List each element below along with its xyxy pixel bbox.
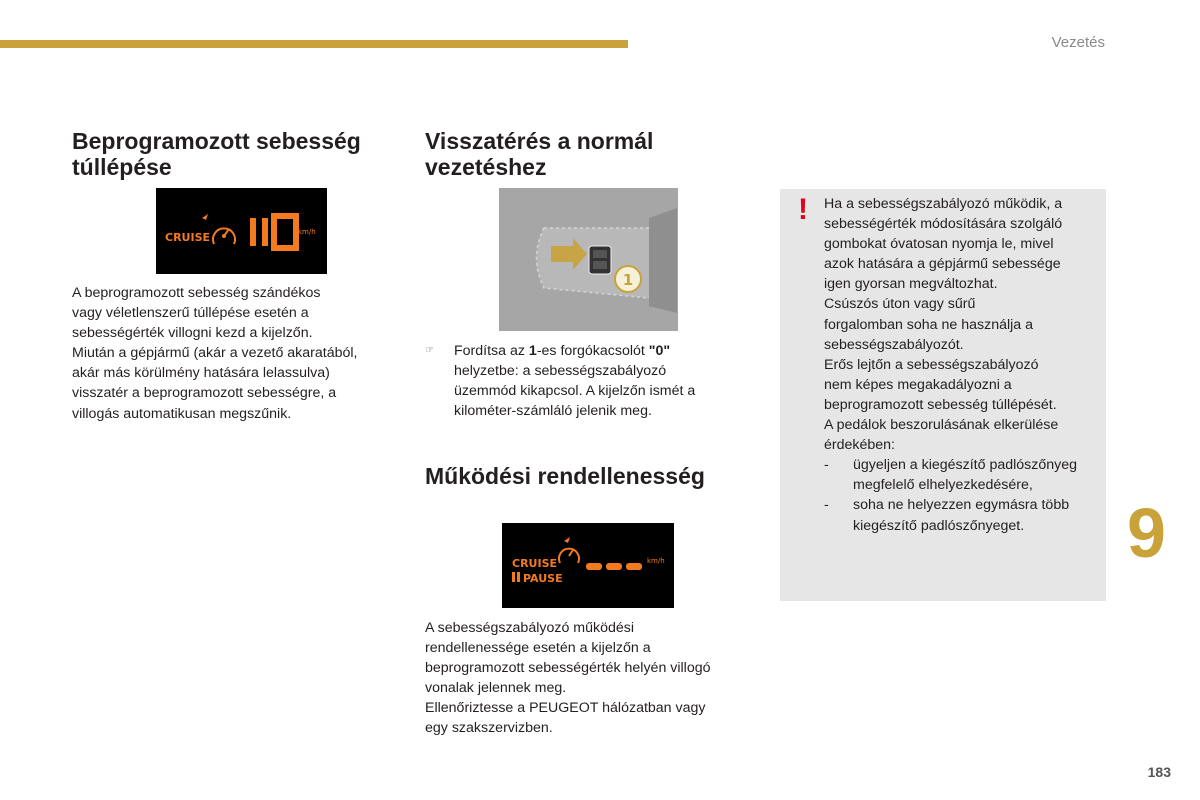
text-line: egy szakszervizben. bbox=[425, 720, 553, 737]
instruction-fragment-bold: 1 bbox=[528, 343, 537, 359]
chapter-number: 9 bbox=[1127, 494, 1166, 572]
heading-line: vezetéshez bbox=[425, 154, 547, 180]
text-line: rendellenessége esetén a kijelzőn a bbox=[425, 640, 651, 657]
list-item-line: ügyeljen a kiegészítő padlószőnyeg bbox=[853, 457, 1078, 474]
instruction-line: kilométer-számláló jelenik meg. bbox=[454, 403, 652, 420]
pause-label: PAUSE bbox=[523, 572, 563, 585]
stalk-illustration bbox=[499, 188, 678, 331]
warning-exclamation-icon: ! bbox=[798, 193, 808, 226]
page-number: 183 bbox=[1147, 764, 1171, 780]
text-line: vagy véletlenszerű túllépése esetén a bbox=[72, 305, 309, 322]
cruise-label: CRUISE bbox=[512, 557, 558, 570]
text-line: vonalak jelennek meg. bbox=[425, 680, 567, 697]
cruise-speed-display-graphic bbox=[156, 188, 327, 274]
cruise-pause-display bbox=[502, 523, 674, 608]
text-line: A beprogramozott sebesség szándékos bbox=[72, 285, 321, 301]
warning-line: Ha a sebességszabályozó működik, a bbox=[824, 196, 1063, 212]
instruction-line: üzemmód kikapcsol. A kijelzőn ismét a bbox=[454, 383, 696, 400]
list-item-line: kiegészítő padlószőnyeget. bbox=[853, 517, 1025, 534]
text-line: beprogramozott sebességérték helyén villogó bbox=[425, 660, 711, 677]
header-accent-bar bbox=[0, 40, 628, 48]
text-line: Ellenőriztesse a PEUGEOT hálózatban vagy bbox=[425, 700, 706, 717]
heading-return-normal bbox=[425, 128, 745, 180]
list-item-line: soha ne helyezzen egymásra több bbox=[853, 497, 1070, 514]
instruction-fragment-bold: "0" bbox=[648, 343, 671, 359]
warning-line: forgalomban soha ne használja a bbox=[824, 316, 1034, 333]
text-line: A sebességszabályozó működési bbox=[425, 620, 634, 636]
speed-digits bbox=[250, 216, 296, 248]
section-title: Vezetés bbox=[1051, 34, 1105, 51]
malfunction-text bbox=[425, 618, 755, 739]
callout-number: 1 bbox=[622, 271, 634, 289]
warning-line: nem képes megakadályozni a bbox=[824, 376, 1012, 393]
warning-line: érdekében: bbox=[824, 437, 895, 454]
speed-exceeded-text bbox=[72, 283, 402, 424]
text-line: visszatér a beprogramozott sebességre, a bbox=[72, 385, 337, 402]
warning-line: beprogramozott sebesség túllépését. bbox=[824, 396, 1057, 413]
warning-line: sebességszabályozót. bbox=[824, 336, 964, 353]
heading-line: túllépése bbox=[72, 154, 172, 180]
list-dash: - bbox=[824, 497, 829, 514]
warning-line: azok hatására a gépjármű sebessége bbox=[824, 256, 1061, 273]
heading-line: Visszatérés a normál bbox=[425, 128, 654, 154]
speedometer-icon bbox=[559, 537, 579, 563]
warning-line: A pedálok beszorulásának elkerülése bbox=[824, 417, 1059, 434]
warning-line: gombokat óvatosan nyomja le, mivel bbox=[824, 236, 1054, 253]
text-line: sebességérték villogni kezd a kijelzőn. bbox=[72, 325, 313, 342]
list-item-line: megfelelő elhelyezkedésére, bbox=[853, 477, 1033, 494]
text-line: Miután a gépjármű (akár a vezető akaratából, bbox=[72, 345, 358, 362]
warning-line: igen gyorsan megváltozhat. bbox=[824, 276, 998, 293]
warning-line: sebességérték módosítására szolgáló bbox=[824, 216, 1063, 233]
bullet-icon: ☞ bbox=[425, 345, 434, 356]
speed-unit-label: km/h bbox=[298, 228, 316, 236]
cruise-speed-display bbox=[156, 188, 327, 274]
heading-line: Beprogramozott sebesség bbox=[72, 128, 361, 154]
warning-line: Csúszós úton vagy sűrű bbox=[824, 296, 976, 313]
heading-speed-exceeded bbox=[72, 128, 402, 180]
list-dash: - bbox=[824, 457, 829, 474]
blinking-dashes bbox=[586, 563, 642, 570]
warning-line: Erős lejtőn a sebességszabályozó bbox=[824, 356, 1039, 373]
warning-box bbox=[780, 189, 1106, 601]
instruction-text bbox=[454, 341, 744, 421]
warning-list-item bbox=[824, 495, 1094, 535]
warning-text bbox=[824, 194, 1094, 536]
heading-malfunction: Működési rendellenesség bbox=[425, 463, 705, 489]
instruction-fragment: -es forgókacsolót bbox=[536, 343, 649, 359]
text-line: akár más körülmény hatására lelassulva) bbox=[72, 365, 330, 382]
instruction-line: helyzetbe: a sebességszabályozó bbox=[454, 363, 667, 380]
cruise-label: CRUISE bbox=[165, 231, 211, 244]
cruise-control-stalk-image bbox=[499, 188, 678, 331]
speed-unit-label: km/h bbox=[647, 557, 665, 565]
cruise-pause-display-graphic bbox=[502, 523, 674, 608]
warning-list-item bbox=[824, 455, 1094, 495]
callout-badge bbox=[615, 266, 641, 292]
instruction-fragment: Fordítsa az bbox=[454, 343, 529, 359]
text-line: villogás automatikusan megszűnik. bbox=[72, 405, 292, 422]
